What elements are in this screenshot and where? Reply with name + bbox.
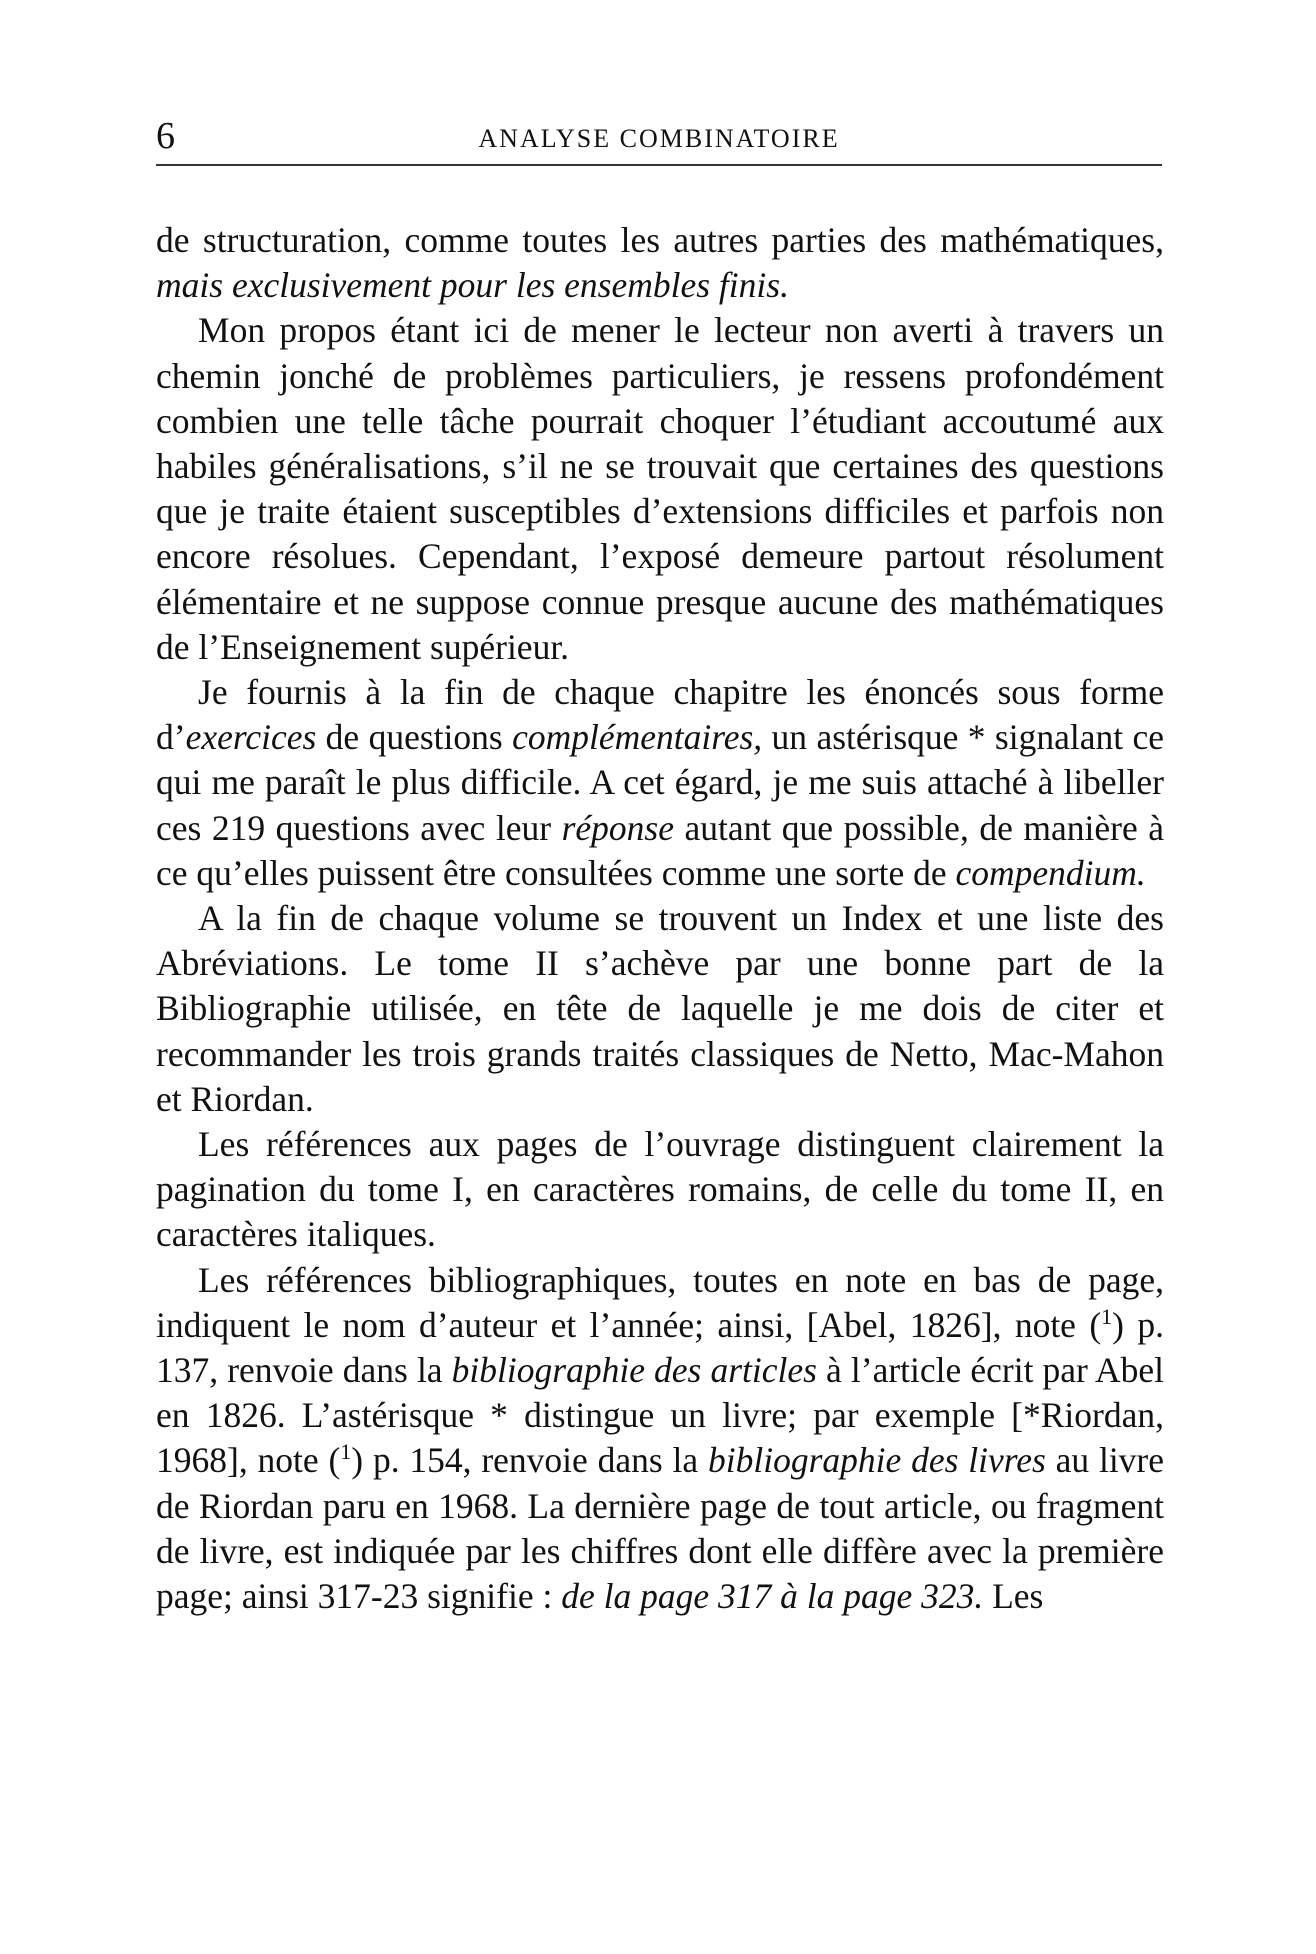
text-run: à l’article écrit par Abel en 1826. L’astérisque * distingue un livre; par exemple [*Riordan, 1968], note ( — [156, 1350, 1165, 1481]
body-text — [156, 218, 1164, 1619]
page-number: 6 — [156, 115, 175, 157]
running-title: ANALYSE COMBINATOIRE — [478, 124, 840, 153]
text-run: A la fin de chaque volume se trouvent un Index et une liste des Abréviations. Le tome II s’achève par une bonne part de la Bibliographie utilisée, en tête de laquelle je me dois de citer et recommander les trois grands traités classiques de Netto, Mac-Mahon et Riordan. — [156, 898, 1164, 1119]
page-header — [156, 112, 1162, 166]
text-run: Mon propos étant ici de mener le lecteur non averti à travers un chemin jonché de problèmes particuliers, je ressens profondément combien une telle tâche pourrait choquer l’étudiant accoutumé aux habiles généralisations, s’il ne se trouvait que certaines des questions que je traite étaient susceptibles d’extensions difficiles et parfois non encore résolues. Cependant, l’exposé demeure partout résolument élémentaire et ne suppose connue presque aucune des mathématiques de l’Enseignement supérieur. — [156, 310, 1164, 667]
text-run: ) p. 154, renvoie dans la — [351, 1440, 708, 1481]
italic-text: réponse — [561, 807, 674, 848]
text-run: Les — [983, 1576, 1044, 1617]
italic-text: bibliographie des articles — [451, 1350, 817, 1391]
text-run: de questions — [316, 717, 513, 758]
text-run: un astérisque * signalant ce qui me paraît le plus difficile. A cet égard, je me suis attaché à libeller ces 219 questions avec leur — [156, 717, 1164, 848]
text-run: au livre de Riordan paru en 1968. La dernière page de tout article, ou fragment de livre, est indiquée par les chiffres dont elle diffère avec la première page; ainsi 317-23 signifie : — [156, 1440, 1165, 1617]
paragraph — [156, 1122, 1164, 1258]
paragraph — [156, 308, 1164, 670]
text-run: ) p. 137, renvoie dans la — [156, 1304, 1164, 1391]
footnote-ref: 1 — [1101, 1304, 1113, 1330]
italic-text: de la page 317 à la page 323. — [561, 1576, 984, 1617]
italic-text: exercices — [185, 717, 317, 758]
text-run: de structuration, comme toutes les autres parties des mathématiques, — [156, 220, 1164, 260]
paragraph — [156, 670, 1164, 896]
text-run: Je fournis à la fin de chaque chapitre les énoncés sous forme d’ — [156, 672, 1164, 758]
text-run: Les références aux pages de l’ouvrage distinguent clairement la pagination du tome I, en caractères romains, de celle du tome II, en caractères italiques. — [156, 1124, 1164, 1255]
text-run: autant que possible, de manière à ce qu’elles puissent être consultées comme une sorte de — [156, 807, 1164, 893]
paragraph — [156, 218, 1164, 308]
paragraph — [156, 1258, 1164, 1620]
italic-text: compendium. — [955, 852, 1146, 893]
paragraph — [156, 896, 1164, 1122]
italic-text: mais exclusivement pour les ensembles finis. — [156, 265, 789, 306]
text-run: Les références bibliographiques, toutes en note en bas de page, indiquent le nom d’auteur et l’année; ainsi, [Abel, 1826], note ( — [156, 1259, 1164, 1345]
italic-text: complémentaires, — [512, 717, 763, 758]
italic-text: bibliographie des livres — [707, 1440, 1046, 1481]
footnote-ref: 1 — [340, 1439, 352, 1465]
